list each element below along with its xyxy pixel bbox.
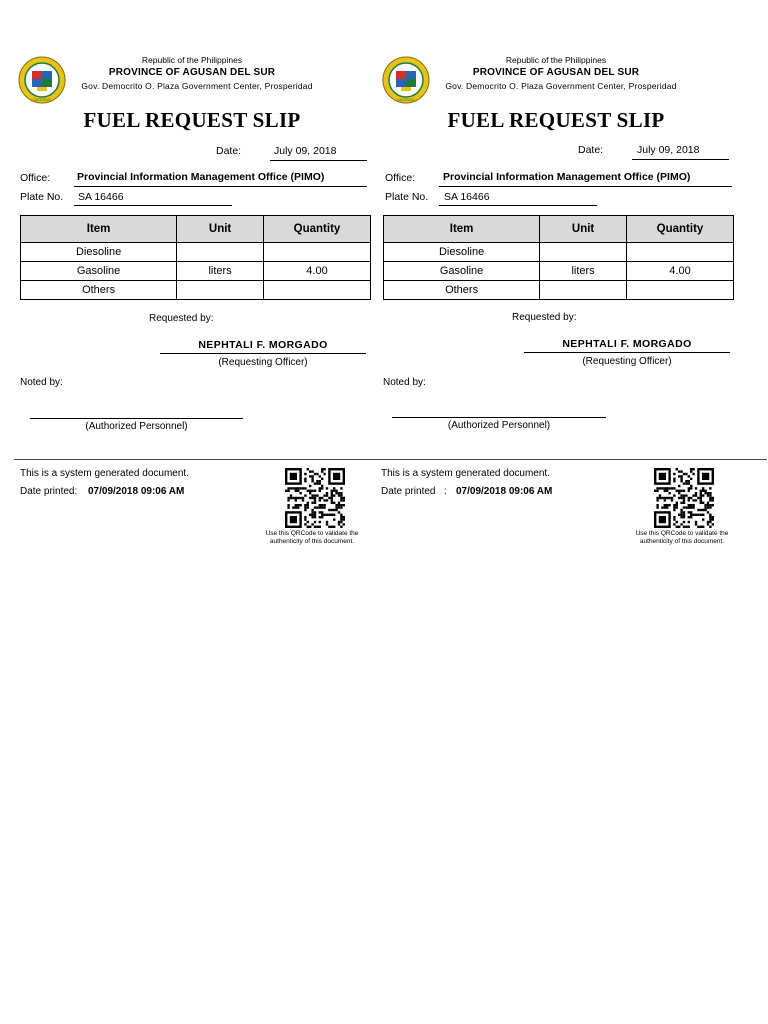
cell-unit xyxy=(540,243,627,262)
noted-by-label: Noted by: xyxy=(20,377,63,388)
office-underline xyxy=(74,186,367,187)
header-unit: Unit xyxy=(177,216,264,243)
cell-quantity xyxy=(264,243,371,262)
cell-quantity: 4.00 xyxy=(627,262,734,281)
province-name: PROVINCE OF AGUSAN DEL SUR xyxy=(108,67,276,78)
cell-item: Others xyxy=(21,281,177,300)
province-address: Gov. Democrito O. Plaza Government Center, Prosperidad xyxy=(445,81,677,91)
svg-text:SAGISAG: SAGISAG xyxy=(32,97,52,102)
requesting-officer-role: (Requesting Officer) xyxy=(582,356,672,367)
svg-text:SAGISAG: SAGISAG xyxy=(396,97,416,102)
fuel-items-table xyxy=(383,215,734,300)
date-printed-label: Date printed : xyxy=(381,486,447,497)
plate-value: SA 16466 xyxy=(444,191,490,203)
office-label: Office: xyxy=(20,172,51,184)
cell-item: Diesoline xyxy=(384,243,540,262)
signature-line-requester xyxy=(160,353,366,354)
date-label: Date: xyxy=(578,144,604,156)
table-row xyxy=(21,281,371,300)
header-quantity: Quantity xyxy=(264,216,371,243)
office-label: Office: xyxy=(385,172,416,184)
table-row xyxy=(21,243,371,262)
office-underline xyxy=(439,186,732,187)
cell-item: Others xyxy=(384,281,540,300)
cell-unit: liters xyxy=(177,262,264,281)
table-row xyxy=(384,281,734,300)
cell-quantity xyxy=(627,281,734,300)
header-unit: Unit xyxy=(540,216,627,243)
republic-label: Republic of the Philippines xyxy=(141,55,243,65)
plate-underline xyxy=(74,205,232,206)
authorized-personnel-role: (Authorized Personnel) xyxy=(85,421,188,432)
office-value: Provincial Information Management Office (PIMO) xyxy=(77,171,325,183)
header-quantity: Quantity xyxy=(627,216,734,243)
table-header-row xyxy=(21,216,371,243)
plate-value: SA 16466 xyxy=(78,191,124,203)
signature-line-authorized xyxy=(30,418,243,419)
slip-title: FUEL REQUEST SLIP xyxy=(83,108,301,132)
province-name: PROVINCE OF AGUSAN DEL SUR xyxy=(472,67,640,78)
date-value: July 09, 2018 xyxy=(274,145,337,157)
date-printed-value: 07/09/2018 09:06 AM xyxy=(456,486,553,497)
table-row xyxy=(384,243,734,262)
requesting-officer-name: NEPHTALI F. MORGADO xyxy=(198,339,328,351)
cell-quantity: 4.00 xyxy=(264,262,371,281)
province-seal-icon xyxy=(382,56,430,104)
date-printed-label: Date printed: xyxy=(20,486,78,497)
signature-line-authorized xyxy=(392,417,606,418)
requesting-officer-role: (Requesting Officer) xyxy=(218,357,308,368)
cell-unit: liters xyxy=(540,262,627,281)
province-address: Gov. Democrito O. Plaza Government Center, Prosperidad xyxy=(81,81,313,91)
cell-item: Gasoline xyxy=(21,262,177,281)
table-header-row xyxy=(384,216,734,243)
republic-label: Republic of the Philippines xyxy=(505,55,607,65)
slip-title: FUEL REQUEST SLIP xyxy=(447,108,665,132)
system-generated-note: This is a system generated document. xyxy=(20,468,189,479)
cell-item: Gasoline xyxy=(384,262,540,281)
fuel-request-slip-left xyxy=(12,0,372,470)
cell-quantity xyxy=(264,281,371,300)
header-item: Item xyxy=(384,216,540,243)
cell-unit xyxy=(177,243,264,262)
qr-validation-note: Use this QRCode to validate the authenticity of this document. xyxy=(635,530,729,545)
system-generated-note: This is a system generated document. xyxy=(381,468,550,479)
cell-unit xyxy=(540,281,627,300)
office-value: Provincial Information Management Office (PIMO) xyxy=(443,171,691,183)
province-seal-icon xyxy=(18,56,66,104)
plate-label: Plate No. xyxy=(20,191,64,203)
plate-label: Plate No. xyxy=(385,191,429,203)
qr-validation-note: Use this QRCode to validate the authenticity of this document. xyxy=(265,530,359,545)
authorized-personnel-role: (Authorized Personnel) xyxy=(447,420,551,431)
date-printed-value: 07/09/2018 09:06 AM xyxy=(88,486,185,497)
date-underline xyxy=(632,159,729,160)
qr-code-icon xyxy=(285,468,345,528)
date-underline xyxy=(270,160,367,161)
requested-by-label: Requested by: xyxy=(149,313,214,324)
header-item: Item xyxy=(21,216,177,243)
fuel-request-slip-right xyxy=(376,0,736,470)
noted-by-label: Noted by: xyxy=(383,377,426,388)
table-row xyxy=(21,262,371,281)
signature-line-requester xyxy=(524,352,730,353)
section-divider xyxy=(14,459,767,460)
cell-item: Diesoline xyxy=(21,243,177,262)
cell-unit xyxy=(177,281,264,300)
cell-quantity xyxy=(627,243,734,262)
requested-by-label: Requested by: xyxy=(512,312,577,323)
qr-code-icon xyxy=(654,468,714,528)
date-value: July 09, 2018 xyxy=(637,144,700,156)
date-label: Date: xyxy=(216,145,242,157)
plate-underline xyxy=(439,205,597,206)
requesting-officer-name: NEPHTALI F. MORGADO xyxy=(562,338,692,350)
table-row xyxy=(384,262,734,281)
fuel-items-table xyxy=(20,215,371,300)
